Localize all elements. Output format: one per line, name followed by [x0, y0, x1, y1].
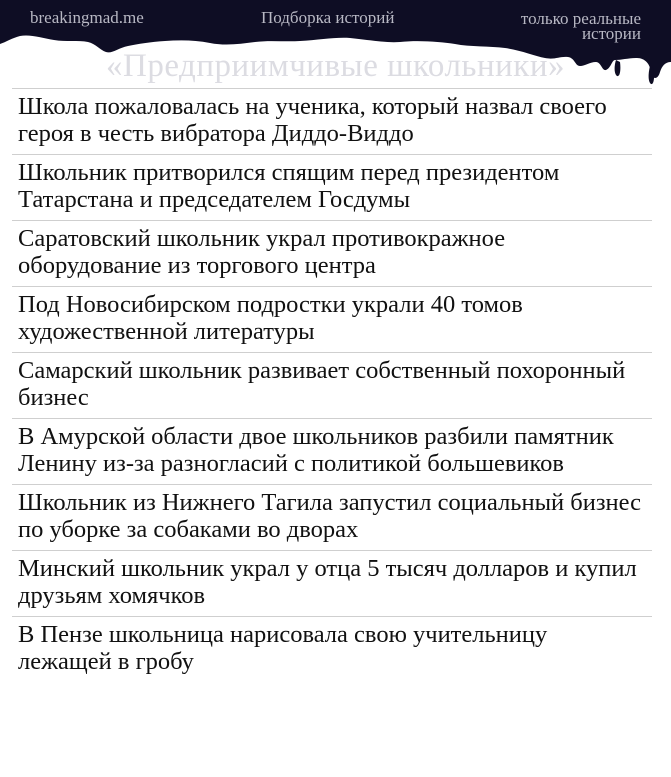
- tagline-link[interactable]: только реальные истории: [520, 9, 641, 43]
- story-item-7[interactable]: Школьник из Нижнего Тагила запустил социальный бизнес по уборке за собаками во дворах: [12, 484, 652, 550]
- page-title: «Предприимчивые школьники»: [106, 48, 565, 84]
- collection-link[interactable]: Подборка историй: [261, 8, 395, 27]
- story-item-4[interactable]: Под Новосибирском подростки украли 40 томов художественной литературы: [12, 286, 652, 352]
- site-link[interactable]: breakingmad.me: [30, 8, 144, 27]
- story-item-2[interactable]: Школьник притворился спящим перед президентом Татарстана и председателем Госдумы: [12, 154, 652, 220]
- story-list: [12, 88, 652, 682]
- story-item-5[interactable]: Самарский школьник развивает собственный похоронный бизнес: [12, 352, 652, 418]
- story-item-1[interactable]: Школа пожаловалась на ученика, который назвал своего героя в честь вибратора Диддо-Виддо: [12, 88, 652, 154]
- story-item-8[interactable]: Минский школьник украл у отца 5 тысяч долларов и купил друзьям хомячков: [12, 550, 652, 616]
- story-item-3[interactable]: Саратовский школьник украл противокражное оборудование из торгового центра: [12, 220, 652, 286]
- story-item-6[interactable]: В Амурской области двое школьников разбили памятник Ленину из-за разногласий с политикой большевиков: [12, 418, 652, 484]
- story-item-9[interactable]: В Пензе школьница нарисовала свою учительницу лежащей в гробу: [12, 616, 652, 682]
